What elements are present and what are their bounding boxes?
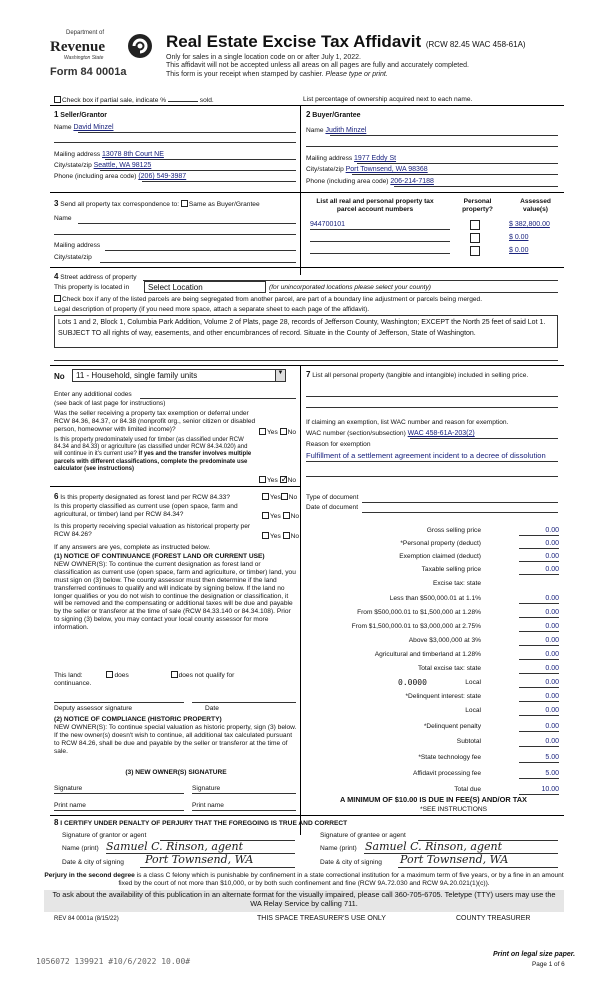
form-subtitle: Only for sales in a single location code on or after July 1, 2022. This affidavit will not be accepted unless all areas on all pages are fully and accurately completed. This form is your receipt when stamped by cashier. Please type or print.	[166, 54, 469, 78]
tax-row: Above $3,000,000 at 3% 0.00	[319, 637, 559, 647]
same-as-buyer-checkbox[interactable]	[181, 200, 188, 207]
tax-row: Exemption claimed (deduct) 0.00	[319, 553, 559, 563]
buyer-phone-row: Phone (including area code) 206-214-7188	[306, 178, 434, 185]
grantee-name-label: Name (print)	[320, 845, 357, 852]
sec6-q3: Is this property receiving special valuation as historical property per RCW 84.26?	[54, 523, 251, 538]
recording-stamp: 1056072 139921 #10/6/2022 10.00#	[36, 957, 191, 966]
seller-phone[interactable]: (206) 549-3987	[138, 173, 187, 180]
q1-yes-checkbox[interactable]	[259, 428, 266, 435]
buyer-name[interactable]: Judith Minzel	[325, 127, 367, 134]
assessed-value-1[interactable]: $ 382,800.00	[509, 221, 550, 228]
form-number: Form 84 0001a	[50, 66, 127, 78]
sec3-heading: 3 Send all property tax correspondence to: Same as Buyer/Grantee	[54, 199, 260, 208]
s6q1-no[interactable]	[281, 493, 288, 500]
divider-mid	[300, 365, 301, 835]
wac-row: WAC number (section/subsection) WAC 458-61A-203(2)	[306, 430, 475, 437]
sec3-name-label: Name	[54, 215, 72, 222]
seller-city[interactable]: Seattle, WA 98125	[93, 162, 152, 169]
partial-sale-checkbox[interactable]	[54, 96, 61, 103]
q2-no-checkbox-checked[interactable]: ✓	[280, 474, 289, 484]
location-select[interactable]: Select Location	[144, 281, 266, 293]
tax-row: *State technology fee 5.00	[319, 754, 559, 764]
this-land-row: This land: does does not qualify for	[54, 672, 235, 679]
does-checkbox[interactable]	[106, 671, 113, 678]
parcel-number[interactable]: 944700101	[310, 221, 346, 228]
exempt-label: If claiming an exemption, list WAC number and reason for exemption.	[306, 419, 509, 426]
dor-logo	[50, 30, 158, 82]
tax-row: Subtotal 0.00	[319, 738, 559, 748]
s6q3-yes[interactable]	[262, 532, 269, 539]
new-owner-sig-head: (3) NEW OWNER(S) SIGNATURE	[125, 769, 227, 776]
sec5-q2-answer: Yes ✓ No	[259, 476, 296, 485]
q2-yes-checkbox[interactable]	[259, 476, 266, 483]
sec5-q1: Was the seller receiving a property tax exemption or deferral under RCW 84.36, 84.37, or 84.38 (nonprofit org., senior citizen or disabled person, homeowner with limited income)?	[54, 410, 256, 433]
segregated-checkbox[interactable]	[54, 295, 61, 302]
buyer-phone[interactable]: 206-214-7188	[390, 178, 434, 185]
unincorp-note: (for unincorporated locations please select your county)	[269, 284, 432, 291]
seller-city-row: City/state/zip Seattle, WA 98125	[54, 162, 152, 169]
ownership-note: List percentage of ownership acquired next to each name.	[303, 96, 473, 103]
affidavit-page: Department of Revenue Washington State Form 84 0001a Real Estate Excise Tax Affidavit (RCW 82.45 WAC 458-61A) Only for sales in a single location code on or after July 1, 2022. This affidavit will not be accepted unless all areas on all pages are fully and accurately completed. This form is your receipt when stamped by cashier. Please type or print. Check box if partial sale, indicate % sold. List percentage of ownership acquired next to each name. 1 Seller/Grantor Name David Minzel Mailing address 13078 8th Court NE City/state/zip Seattle, WA 98125 Phone (including area code) (206) 549-3987 2 Buyer/Grantee Name Judith Minzel Mailing address 1977 Eddy St City/state/zip Port Townsend, WA 98368 Phone (including area code) 206-214-7188 3 Send all property tax correspondence to: Same as Buyer/Grantee Name Mailing address City/state/zip List all real and personal property tax parcel account numbers Personal property? Assessed value(s) 944700101 $ 382,800.00 $ 0.00 $ 0.00 4 Street address of property This property is located in Select Location (for unincorporated locations please select your county) Check box if any of the listed parcels are being segregated from another parcel, are part of a boundary line adjustment or parcels being merged. Legal description of property (if you need more space, attach a separate sheet to each page of the affidavit). Lots 1 and 2, Block 1, Columbia Park Addition, Volume 2 of Plats, page 28, records of Jefferson County, Washington; EXCEPT the North 25 feet of said Lot 1. SUBJECT TO all rights of way, easements, and other encumbrances of record. Situate in the County of Jefferson, State of Washington. No 11 - Household, single family units ▼ Enter any additional codes (see back of last page for instructions) Was the seller receiving a property tax exemption or deferral under RCW 84.36, 84.37, or 84.38 (nonprofit org., senior citizen or disabled person, homeowner with limited income)? Yes No Is this property predominately used for timber (as classified under RCW 84.34 and 84.33) or agriculture (as classified under RCW 84.34.020) and will continue in it's current use? If yes and the transfer involves multiple parcels with different classifications, complete the predominate use calculator (see instructions) Yes ✓ No 6 Is this property designated as forest land per RCW 84.33? Yes No Is this property classified as current use (open space, farm and agricultural, or timber) land per RCW 84.34? Yes No Is this property receiving special valuation as historical property per RCW 84.26? Yes No If any answers are yes, complete as instructed below. (1) NOTICE OF CONTINUANCE (FOREST LAND OR CURRENT USE) NEW OWNER(S): To continue the current designation as forest land or classification as current use (open space, farm and agriculture, or timber) land, you must sign on (3) below. The county assessor must then determine if the land transferred continues to qualify and will indicate by signing below. If the land no longer qualifies or you do not wish to continue the designation or classification, it will be removed and the compensating or additional taxes will be due and payable by the seller or transferor at the time of sale (RCW 84.33.140 or 84.34.108). Prior to signing (3) below, you may contact your local county assessor for more information. This land: does does not qualify for continuance. Deputy assessor signature Date (2) NOTICE OF COMPLIANCE (HISTORIC PROPERTY) NEW OWNER(S): To continue special valuation as historic property, sign (3) below. If the new owner(s) doesn't wish to continue, all additional tax calculated pursuant to RCW 84.26, shall be due and payable by the seller or transferor at the time of sale. (3) NEW OWNER(S) SIGNATURE Signature Signature Print name Print name 7 List all personal property (tangible and intangible) included in selling price. If claiming an exemption, list WAC number and reason for exemption. WAC number (section/subsection) WAC 458-61A-203(2) Reason for exemption Fulfillment of a settlement agreement incident to a decree of dissolution Type of document Date of document Gross selling price 0.00 *Personal property (deduct) 0.00 Exemption claimed (deduct) 0.00 Taxable selling price 0.00 Excise tax: state Less than $500,000.01 at 1.1% 0.00 From $500,000.01 to $1,500,000 at 1.28% 0.00 From $1,500,000.01 to $3,000,000 at 2.75% 0.00 Above $3,000,000 at 3% 0.00 Agricultural and timberland at 1.28% 0.00 Total excise tax: state 0.00 0.0000 Local 0.00 *Delinquent interest: state 0.00 Local 0.00 *Delinquent penalty 0.00 Subtotal 0.00 *State technology fee 5.00 Affidavit processing fee 5.00 Total due 10.00 A MINIMUM OF $10.00 IS DUE IN FEE(S) AND/OR TAX *SEE INSTRUCTIONS 8 I CERTIFY UNDER PENALTY OF PERJURY THAT THE FOREGOING IS TRUE AND CORRECT Signature of grantor or agent Name (print) Samuel C. Rinson, agent Date & city of signing Port Townsend, WA Signature of grantee or agent Name (print) Samuel C. Rinson, agent Date & city of signing Port Townsend, WA Perjury in the second degree is a class C felony which is punishable by confinement in a state correctional institution for a maximum term of five years, or by a fine in an amount fixed by the court of not more than $10,000, or by both such confinement and fine (RCW 9A.72.030 and RCW 9A.20.021(1)(c)). To ask about the availability of this publication in an alternate format for the visually impaired, please call 360-705-6705. Teletype (TTY) users may use the WA Relay Service by calling 711. REV 84 0001a (8/15/22) THIS SPACE TREASURER'S USE ONLY COUNTY TREASURER 1056072 139921 #10/6/2022 10.00# Print on legal size paper. Page 1 of 6	[36, 30, 576, 968]
personal-checkbox-3[interactable]	[470, 246, 480, 256]
form-title: Real Estate Excise Tax Affidavit (RCW 82.45 WAC 458-61A)	[166, 32, 526, 51]
rule-top	[50, 105, 564, 106]
sec5-q2: Is this property predominately used for timber (as classified under RCW 84.34 and 84.33) or agriculture (as classified under RCW 84.34.020) and will continue in it's current use? If yes and the transfer involves multiple parcels with different classifications, complete the predominate use calculator (see instructions)	[54, 437, 252, 472]
does-not-checkbox[interactable]	[171, 671, 178, 678]
grantor-date-label: Date & city of signing	[62, 859, 124, 866]
reason-label: Reason for exemption	[306, 441, 371, 448]
print-legal: Print on legal size paper.	[493, 951, 576, 958]
sec7-label: 7 List all personal property (tangible and intangible) included in selling price.	[306, 370, 529, 379]
tax-row: Less than $500,000.01 at 1.1% 0.00	[319, 595, 559, 605]
seller-heading: 1 Seller/Grantor	[54, 110, 107, 119]
tax-row: *Delinquent interest: state 0.00	[319, 693, 559, 703]
parcels-header: List all real and personal property tax parcel account numbers	[316, 198, 434, 213]
additional-codes-label: Enter any additional codes	[54, 391, 132, 398]
s6q2-yes[interactable]	[262, 512, 269, 519]
deputy-date-label: Date	[205, 705, 219, 712]
buyer-mail-row: Mailing address 1977 Eddy St	[306, 155, 397, 162]
exemption-reason[interactable]: Fulfillment of a settlement agreement incident to a decree of dissolution	[306, 451, 546, 460]
tax-row: From $500,000.01 to $1,500,000 at 1.28% 0.00	[319, 609, 559, 619]
seller-mail-row: Mailing address 13078 8th Court NE	[54, 151, 164, 158]
continuance-label: continuance.	[54, 680, 92, 687]
tax-row: Agricultural and timberland at 1.28% 0.00	[319, 651, 559, 661]
divider-top	[300, 105, 301, 275]
legal-description[interactable]: Lots 1 and 2, Block 1, Columbia Park Addition, Volume 2 of Plats, page 28, records of Jefferson County, Washington; EXCEPT the North 25 feet of said Lot 1. SUBJECT TO all rights of way, easements, and other encumbrances of record. Situate in the County of Jefferson, State of Washington.	[54, 315, 558, 348]
alt-format-note: To ask about the availability of this publication in an alternate format for the visually impaired, please call 360-705-6705. Teletype (TTY) users may use the WA Relay Service by calling 711.	[52, 890, 556, 908]
see-back: (see back of last page for instructions)	[54, 400, 166, 407]
sec3-city-label: City/state/zip	[54, 254, 92, 261]
seller-phone-row: Phone (including area code) (206) 549-3987	[54, 173, 187, 180]
s6q1-yes[interactable]	[262, 493, 269, 500]
local-rate[interactable]: 0.0000	[398, 678, 427, 687]
grantor-name-label: Name (print)	[62, 845, 99, 852]
notice-compliance: (2) NOTICE OF COMPLIANCE (HISTORIC PROPERTY) NEW OWNER(S): To continue special valuation as historic property, sign (3) below. If the new owner(s) doesn't wish to continue, all additional tax calculated pursuant to RCW 84.26, shall be due and payable by the seller or transferor at the time of sale.	[54, 716, 297, 755]
grantor-sig-label: Signature of grantor or agent	[62, 832, 147, 839]
sec5-no: No	[54, 372, 65, 381]
owner-print-label-2: Print name	[192, 802, 224, 809]
seller-name-row: Name David Minzel	[54, 124, 114, 131]
tax-row: Affidavit processing fee 5.00	[319, 770, 559, 780]
tax-row: Local 0.00	[319, 679, 559, 689]
assessed-value-2[interactable]: $ 0.00	[509, 234, 529, 241]
personal-header: Personal property?	[462, 198, 493, 213]
minimum-note: A MINIMUM OF $10.00 IS DUE IN FEE(S) AND/OR TAX	[340, 795, 527, 804]
assessed-value-3[interactable]: $ 0.00	[509, 247, 529, 254]
county-treasurer: COUNTY TREASURER	[456, 915, 531, 922]
s6q2-no[interactable]	[283, 512, 290, 519]
sec4-located-label: This property is located in	[54, 284, 130, 291]
see-instructions: *SEE INSTRUCTIONS	[420, 806, 488, 813]
tax-row: From $1,500,000.01 to $3,000,000 at 2.75% 0.00	[319, 623, 559, 633]
tax-row: Local 0.00	[319, 707, 559, 717]
sec3-mail-label: Mailing address	[54, 242, 101, 249]
tax-row: Total due 10.00	[319, 786, 559, 796]
grantee-name-handwritten[interactable]: Samuel C. Rinson, agent	[365, 840, 502, 853]
logo-dept: Department of	[65, 30, 105, 36]
grantor-name-handwritten[interactable]: Samuel C. Rinson, agent	[106, 840, 243, 853]
grantee-date-label: Date & city of signing	[320, 859, 382, 866]
sec6-if-yes: If any answers are yes, complete as instructed below.	[54, 544, 211, 551]
page-number: Page 1 of 6	[532, 961, 565, 968]
grantee-city-handwritten[interactable]: Port Townsend, WA	[400, 853, 509, 866]
q1-no-checkbox[interactable]	[280, 428, 287, 435]
sec6-q2: Is this property classified as current use (open space, farm and agricultural, or timber) land per RCW 84.34?	[54, 503, 238, 518]
revenue-swirl-icon	[126, 32, 154, 60]
buyer-heading: 2 Buyer/Grantee	[306, 110, 361, 119]
tax-row: *Delinquent penalty 0.00	[319, 723, 559, 733]
certify-line: 8 I CERTIFY UNDER PENALTY OF PERJURY THAT THE FOREGOING IS TRUE AND CORRECT	[54, 818, 348, 827]
buyer-name-row: Name Judith Minzel	[306, 127, 367, 134]
partial-sale: Check box if partial sale, indicate % sold.	[54, 96, 214, 105]
personal-checkbox-2[interactable]	[470, 233, 480, 243]
seller-name[interactable]: David Minzel	[73, 124, 114, 131]
type-doc-label: Type of document	[306, 494, 359, 501]
grantee-sig-label: Signature of grantee or agent	[320, 832, 406, 839]
perjury-note: Perjury in the second degree is a class C felony which is punishable by confinement in a state correctional institution for a maximum term of five years, or by a fine in an amount fixed by the court of not more than $10,000, or by both such confinement and fine (RCW 9A.72.030 and RCW 9A.20.021(1)(c)).	[44, 872, 564, 887]
treasurer-use: THIS SPACE TREASURER'S USE ONLY	[257, 915, 386, 922]
buyer-city-row: City/state/zip Port Townsend, WA 98368	[306, 166, 428, 173]
buyer-city[interactable]: Port Townsend, WA 98368	[345, 166, 428, 173]
owner-print-label-1: Print name	[54, 802, 86, 809]
tax-row: Total excise tax: state 0.00	[319, 665, 559, 675]
property-use-select[interactable]: 11 - Household, single family units ▼	[72, 369, 286, 382]
logo-revenue: Revenue	[50, 39, 105, 55]
sec5-q1-answer: Yes No	[259, 428, 296, 437]
owner-sig-label-2: Signature	[192, 785, 221, 792]
buyer-mail[interactable]: 1977 Eddy St	[354, 155, 397, 162]
assessed-header: Assessed value(s)	[520, 198, 551, 213]
logo-state: Washington State	[64, 55, 104, 61]
notice-continuance: (1) NOTICE OF CONTINUANCE (FOREST LAND OR CURRENT USE) NEW OWNER(S): To continue the current designation as forest land or classification as current use (open space, farm and agriculture, or timber) land, you must sign on (3) below. The county assessor must then determine if the land transferred continues to qualify and will indicate by signing below. If the land no longer qualifies or you do not wish to continue the designation or classification, it will be removed and the compensating or additional taxes will be due and payable by the seller or transferor at the time of sale (RCW 84.33.140 or 84.34.108). Prior to signing (3) below, you may contact your local county assessor for more information.	[54, 553, 296, 632]
date-doc-label: Date of document	[306, 504, 359, 511]
tax-row: *Personal property (deduct) 0.00	[319, 540, 559, 550]
alt-format-bar	[44, 890, 564, 912]
chevron-down-icon: ▼	[275, 370, 285, 381]
s6q3-no[interactable]	[283, 532, 290, 539]
owner-sig-label-1: Signature	[54, 785, 83, 792]
wac-number[interactable]: WAC 458-61A-203(2)	[407, 430, 475, 437]
legal-desc-label: Legal description of property (if you need more space, attach a separate sheet to each page of the affidavit).	[54, 306, 370, 313]
sec4-street-label: 4 Street address of property	[54, 272, 137, 281]
tax-row: Gross selling price 0.00	[319, 527, 559, 537]
personal-checkbox-1[interactable]	[470, 220, 480, 230]
segregated-row: Check box if any of the listed parcels are being segregated from another parcel, are part of a boundary line adjustment or parcels being merged.	[54, 295, 564, 304]
tax-row: Taxable selling price 0.00	[319, 566, 559, 576]
grantor-city-handwritten[interactable]: Port Townsend, WA	[145, 853, 254, 866]
deputy-label: Deputy assessor signature	[54, 705, 133, 712]
rev-number: REV 84 0001a (8/15/22)	[54, 916, 119, 922]
sec6-q1: 6 Is this property designated as forest land per RCW 84.33?	[54, 492, 230, 501]
tax-row: Excise tax: state	[432, 580, 481, 587]
seller-mail[interactable]: 13078 8th Court NE	[102, 151, 164, 158]
